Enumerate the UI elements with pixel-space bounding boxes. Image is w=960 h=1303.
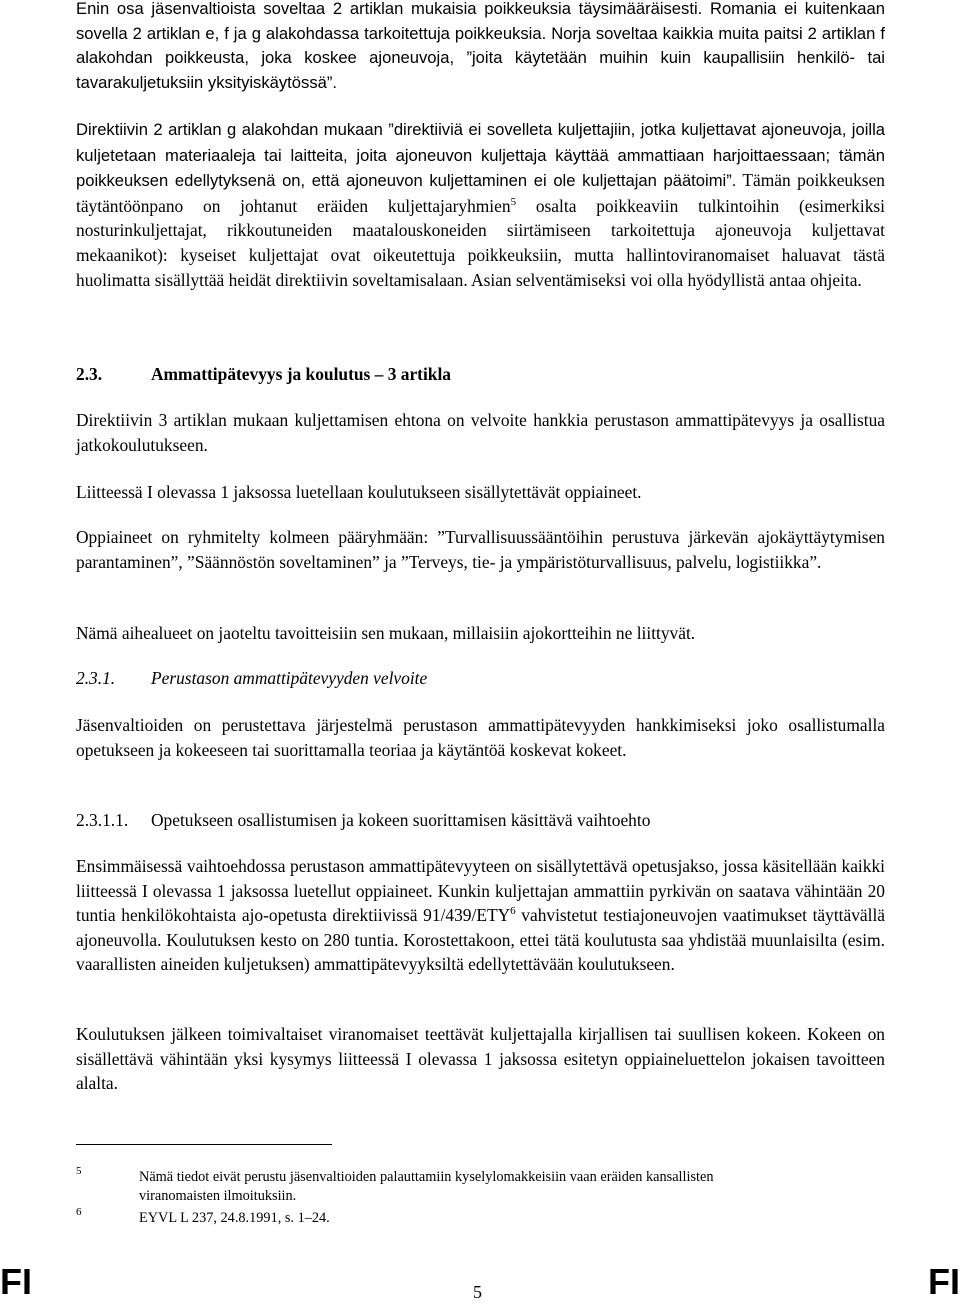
paragraph-article-2g-text-b: osalta poikkeaviin tulkintoihin (esimerkiksi nosturinkuljettajat, rikkoutuneiden maatalouskoneiden siirtämiseen tarkoitettuja ajoneuvoja kuljettavat mekaanikot): kyseiset kuljettajat ovat oikeutettuja poikkeuksiin, mutta hallintoviranomaiset haluavat tästä huolimatta sisällyttää heidät direktiivin soveltamisalaan. Asian selventämiseksi voi olla hyödyllistä antaa ohjeita. — [76, 195, 885, 290]
footnote-ref-5[interactable]: 5 — [510, 195, 517, 208]
paragraph-article-2g-quote: Direktiivin 2 artiklan g alakohdan mukaan ”direktiiviä ei sovelleta kuljettajiin, jotka kuljettavat ajoneuvoja, joilla kuljetetaan materiaaleja tai laitteita, joita ajoneuvon kuljettaja käyttää ammattiaan harjoittaessaan; tämän poikkeuksen edellytyksenä on, että ajoneuvon kuljettaminen ei ole kuljettajan päätoimi”. — [76, 120, 885, 191]
language-code-right: FI — [928, 1261, 960, 1302]
paragraph-first-option-text-b: vahvistetut testiajoneuvojen vaatimukset täyttävällä ajoneuvolla. Koulutuksen kesto on 280 tuntia. Korostettakoon, ettei tätä koulutusta saa yhdistää muunlaisilta (esim. vaarallisten aineiden kuljetuksen) ammattipätevyyksiltä edellytettävään koulutukseen. — [76, 905, 885, 975]
footnote-6-text: EYVL L 237, 24.8.1991, s. 1–24. — [139, 1210, 330, 1226]
language-code-left: FI — [0, 1261, 32, 1302]
paragraph-article-2g-text-a: Tämän poikkeuksen täytäntöönpano on johtanut eräiden kuljettajaryhmien — [76, 170, 885, 216]
paragraph-annex-subjects: Liitteessä I olevassa 1 jaksossa luetellaan koulutukseen sisällytettävät oppiaineet. — [76, 482, 642, 502]
footnote-ref-6[interactable]: 6 — [510, 905, 516, 918]
paragraph-basic-qualification-system: Jäsenvaltioiden on perustettava järjestelmä perustason ammattipätevyyden hankkimiseksi joko osallistumalla opetukseen ja kokeeseen tai suorittamalla teoriaa ja käytäntöä koskevat kokeet. — [76, 715, 885, 760]
footnote-6-mark: 6 — [76, 1206, 82, 1218]
section-title: Ammattipätevyys ja koulutus – 3 artikla — [151, 364, 451, 384]
footnote-5-mark: 5 — [76, 1165, 82, 1177]
section-number: 2.3.1.1. — [76, 810, 129, 830]
paragraph-subject-groups: Oppiaineet on ryhmitelty kolmeen pääryhmään: ”Turvallisuussääntöihin perustuva järkevän ajokäyttäytymisen parantaminen”, ”Säännöstön soveltaminen” ja ”Terveys, tie- ja ympäristöturvallisuus, palvelu, logistiikka”. — [76, 527, 885, 572]
section-heading-2-3 — [76, 362, 451, 386]
page-number: 5 — [473, 1282, 482, 1302]
section-heading-2-3-1-1 — [76, 808, 650, 832]
section-heading-2-3-1 — [76, 666, 427, 690]
paragraph-first-option — [76, 854, 885, 977]
paragraph-article-3: Direktiivin 3 artiklan mukaan kuljettamisen ehtona on velvoite hankkia perustason ammattipätevyys ja osallistua jatkokoulutukseen. — [76, 410, 885, 455]
section-title: Perustason ammattipätevyyden velvoite — [151, 668, 428, 688]
section-number: 2.3. — [76, 364, 103, 384]
section-title: Opetukseen osallistumisen ja kokeen suorittamisen käsittävä vaihtoehto — [151, 810, 651, 830]
footnote-separator — [76, 1144, 332, 1145]
footnote-5-line-2: viranomaisten ilmoituksiin. — [139, 1188, 297, 1204]
paragraph-article-2g — [76, 117, 885, 292]
paragraph-exemptions-application: Enin osa jäsenvaltioista soveltaa 2 artiklan mukaisia poikkeuksia täysimääräisesti. Romania ei kuitenkaan sovella 2 artiklan e, f ja g alakohdassa tarkoitettuja poikkeuksia. Norja soveltaa kaikkia muita paitsi 2 artiklan f alakohdan poikkeusta, joka koskee ajoneuvoja, ”joita käytetään muihin kuin kaupallisiin henkilö- tai tavarakuljetuksiin yksityiskäytössä”. — [76, 0, 885, 92]
paragraph-first-option-text-a: Ensimmäisessä vaihtoehdossa perustason ammattipätevyyteen on sisällytettävä opetusjakso, jossa käsitellään kaikki liitteessä I olevassa 1 jaksossa luetellut oppiaineet. Kunkin kuljettajan ammattiin pyrkivän on saatava vähintään 20 tuntia henkilökohtaista ajo-opetusta direktiivissä 91/439/ETY — [76, 856, 885, 926]
footnote-5-line-1: Nämä tiedot eivät perustu jäsenvaltioiden palauttamiin kyselylomakkeisiin vaan eräiden kansallisten — [139, 1169, 714, 1185]
paragraph-exam: Koulutuksen jälkeen toimivaltaiset viranomaiset teettävät kuljettajalla kirjallisen tai suullisen kokeen. Kokeen on sisällettävä vähintään yksi kysymys liitteessä I olevassa 1 jaksossa esitetyn oppiaineluettelon jokaisen tavoitteen alalta. — [76, 1024, 885, 1094]
section-number: 2.3.1. — [76, 668, 116, 688]
paragraph-objectives: Nämä aihealueet on jaoteltu tavoitteisiin sen mukaan, millaisiin ajokortteihin ne liittyvät. — [76, 623, 696, 643]
